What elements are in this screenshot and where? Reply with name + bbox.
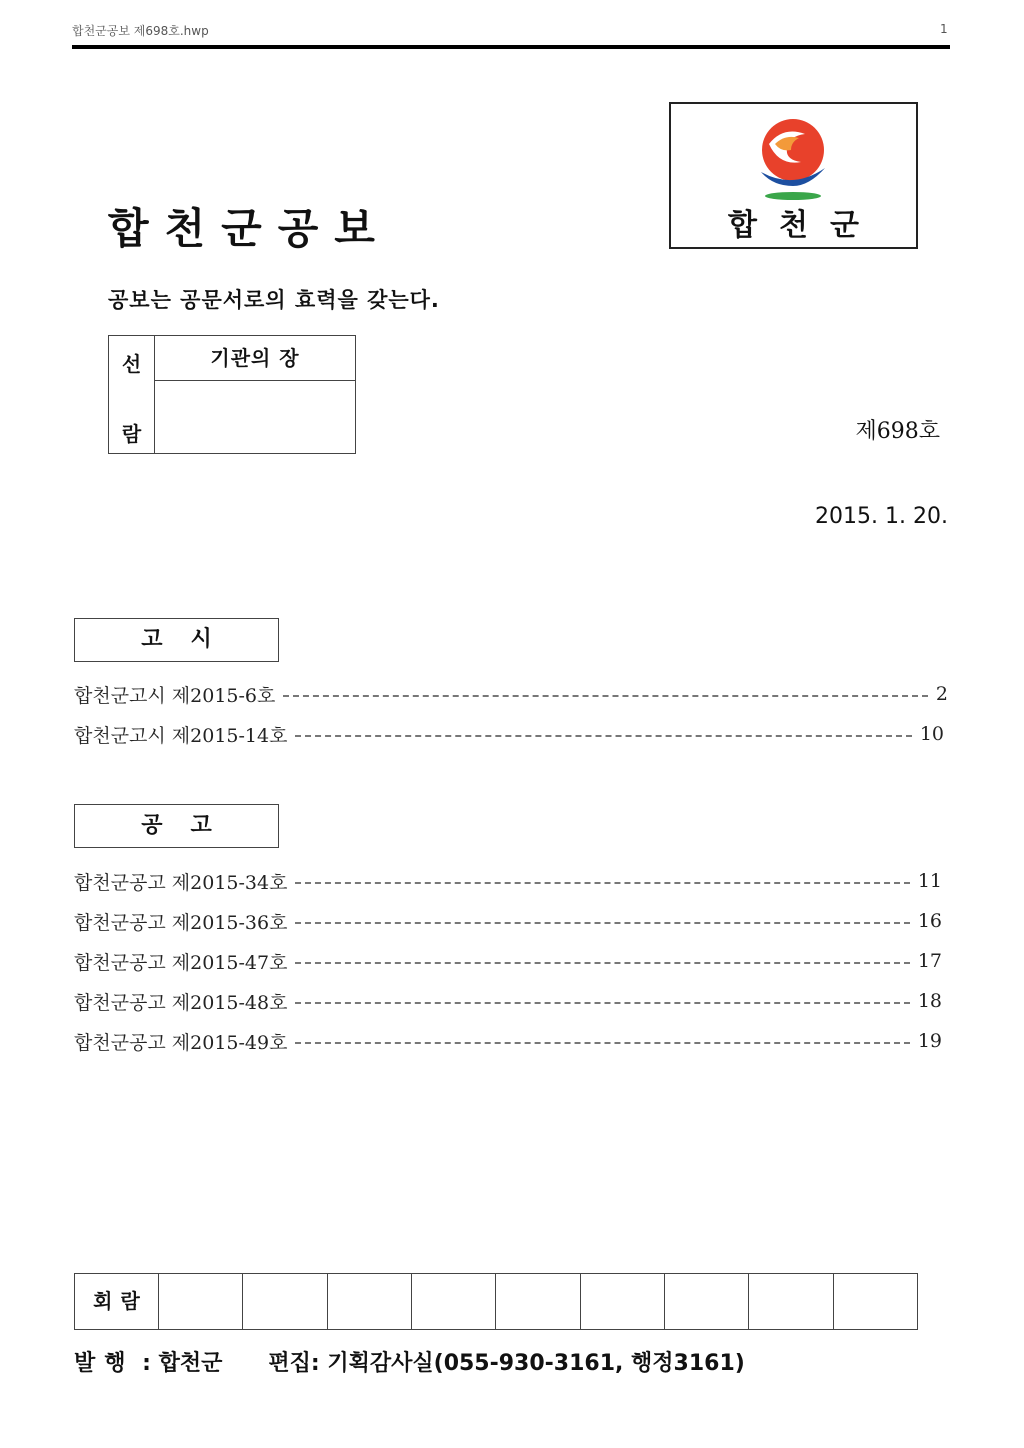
toc-entry[interactable] [74,720,944,748]
toc-entry-label: 합천군공고 제2015-47호 [74,951,288,974]
toc-entry[interactable] [74,680,948,708]
toc-list-notices [74,680,948,748]
page-number: 1 [940,22,948,36]
toc-entry-page: 10 [919,723,944,745]
circulation-cell [243,1274,327,1329]
circulation-cell [496,1274,580,1329]
gazette-subtitle: 공보는 공문서로의 효력을 갖는다. [108,288,440,312]
toc-entry-page: 19 [917,1030,942,1052]
issue-number: 제698호 [855,419,940,444]
circulation-cell [665,1274,749,1329]
toc-entry-page: 18 [917,990,942,1012]
leader-dots [295,1042,909,1044]
circulation-cell [159,1274,243,1329]
circulation-cell [749,1274,833,1329]
toc-entry-label: 합천군공고 제2015-49호 [74,1031,288,1054]
review-header: 기관의 장 [155,336,355,381]
toc-entry-label: 합천군공고 제2015-48호 [74,991,288,1014]
leader-dots [295,962,909,964]
review-side-label-bottom: 람 [121,422,142,446]
toc-entry-page: 17 [917,950,942,972]
toc-entry-label: 합천군공고 제2015-36호 [74,911,288,934]
review-approval-box [108,335,356,454]
toc-entry-label: 합천군고시 제2015-14호 [74,724,288,747]
review-side-label-top: 선 [121,352,142,376]
toc-entry[interactable] [74,987,942,1015]
section-heading-announcements: 공고 [74,804,279,848]
toc-entry-page: 11 [917,870,942,892]
hapcheon-emblem-icon [753,114,833,204]
circulation-cell [412,1274,496,1329]
editor-label: 편집: [268,1351,328,1376]
emblem-name: 합천군 [728,208,881,243]
header-rule [72,45,950,49]
circulation-cell [328,1274,412,1329]
leader-dots [295,882,909,884]
editor-info: 기획감사실(055-930-3161, 행정3161) [327,1351,745,1376]
circulation-cell [834,1274,917,1329]
section-heading-notices: 고시 [74,618,279,662]
leader-dots [295,735,911,737]
circulation-table [74,1273,918,1330]
issue-date: 2015. 1. 20. [815,504,948,529]
publisher-separator: : [134,1351,159,1376]
publication-info [74,1346,745,1377]
toc-entry-label: 합천군공고 제2015-34호 [74,871,288,894]
gazette-title: 합천군공보 [108,204,391,253]
toc-entry-page: 16 [917,910,942,932]
publisher-label: 발행 [74,1351,135,1376]
circulation-cell [581,1274,665,1329]
toc-entry[interactable] [74,907,942,935]
toc-list-announcements [74,867,942,1055]
toc-entry[interactable] [74,867,942,895]
publisher-name: 합천군 [158,1351,223,1376]
toc-entry[interactable] [74,1027,942,1055]
toc-entry-page: 2 [935,683,948,705]
document-filename: 합천군공보 제698호.hwp [72,24,209,38]
leader-dots [295,922,909,924]
toc-entry[interactable] [74,947,942,975]
toc-entry-label: 합천군고시 제2015-6호 [74,684,276,707]
leader-dots [295,1002,909,1004]
circulation-label: 회람 [75,1274,159,1329]
leader-dots [283,695,928,697]
